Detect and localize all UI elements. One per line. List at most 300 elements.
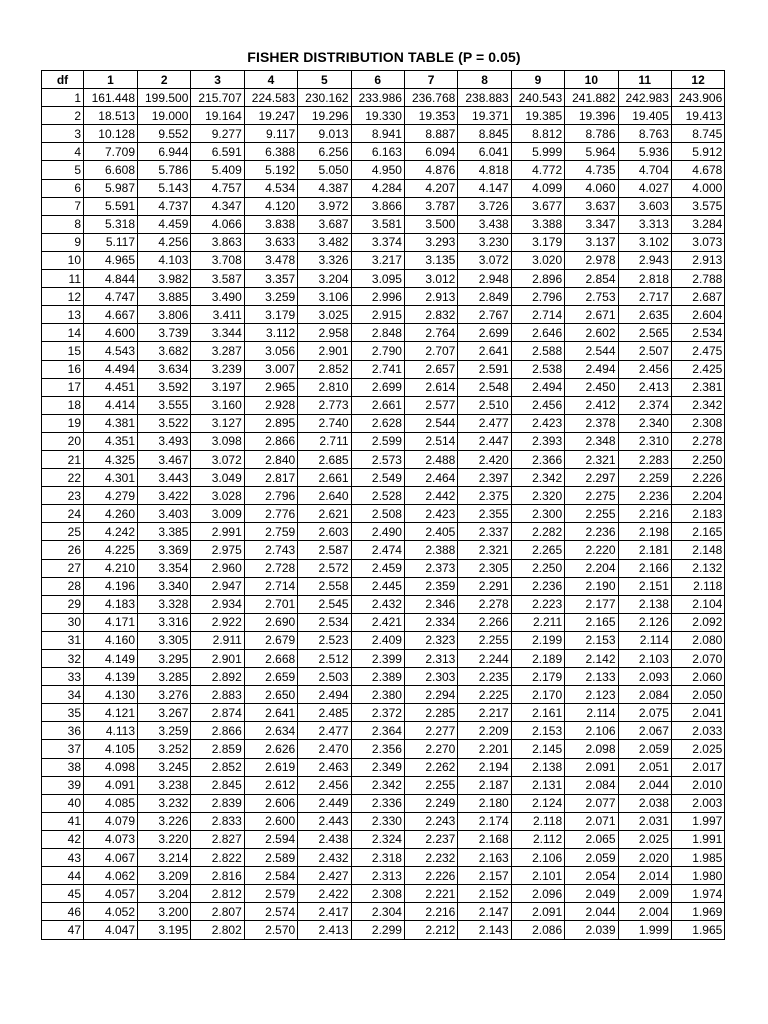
value-cell: 2.948 [458,270,511,288]
value-cell: 2.859 [191,740,244,758]
value-cell: 2.413 [618,378,671,396]
value-cell: 2.922 [191,613,244,631]
table-row [42,251,725,269]
value-cell: 2.300 [511,505,564,523]
value-cell: 2.901 [191,650,244,668]
value-cell: 3.575 [671,197,724,215]
value-cell: 2.168 [458,830,511,848]
value-cell: 2.255 [458,631,511,649]
value-cell: 2.449 [298,794,351,812]
value-cell: 2.602 [565,324,618,342]
value-cell: 4.284 [351,179,404,197]
value-cell: 3.025 [298,306,351,324]
value-cell: 4.099 [511,179,564,197]
value-cell: 4.451 [84,378,138,396]
value-cell: 2.812 [191,885,244,903]
value-cell: 3.230 [458,233,511,251]
value-cell: 4.950 [351,161,404,179]
value-cell: 2.033 [671,722,724,740]
value-cell: 2.142 [565,650,618,668]
value-cell: 2.514 [404,432,457,450]
value-cell: 1.969 [671,903,724,921]
value-cell: 2.025 [671,740,724,758]
value-cell: 2.285 [404,704,457,722]
value-cell: 2.874 [191,704,244,722]
value-cell: 2.304 [351,903,404,921]
value-cell: 2.399 [351,650,404,668]
value-cell: 3.708 [191,251,244,269]
value-cell: 2.101 [511,867,564,885]
value-cell: 3.245 [138,758,191,776]
value-cell: 4.678 [671,161,724,179]
value-cell: 4.098 [84,758,138,776]
value-cell: 3.403 [138,505,191,523]
value-cell: 2.349 [351,758,404,776]
table-row [42,794,725,812]
value-cell: 2.163 [458,849,511,867]
value-cell: 4.301 [84,469,138,487]
value-cell: 4.347 [191,197,244,215]
value-cell: 2.641 [244,704,297,722]
value-cell: 3.049 [191,469,244,487]
row-df-cell: 1 [42,89,84,107]
row-df-cell: 39 [42,776,84,794]
value-cell: 3.214 [138,849,191,867]
value-cell: 2.153 [565,631,618,649]
value-cell: 3.160 [191,396,244,414]
value-cell: 3.106 [298,288,351,306]
value-cell: 4.256 [138,233,191,251]
value-cell: 2.096 [511,885,564,903]
value-cell: 2.661 [351,396,404,414]
value-cell: 2.346 [404,595,457,613]
value-cell: 2.425 [671,360,724,378]
value-cell: 161.448 [84,89,138,107]
value-cell: 2.275 [565,487,618,505]
value-cell: 5.912 [671,143,724,161]
table-row [42,650,725,668]
header-cell-numerator-df: 12 [671,71,724,89]
row-df-cell: 13 [42,306,84,324]
row-df-cell: 47 [42,921,84,939]
value-cell: 4.160 [84,631,138,649]
value-cell: 2.701 [244,595,297,613]
value-cell: 2.204 [671,487,724,505]
row-df-cell: 2 [42,107,84,125]
value-cell: 3.374 [351,233,404,251]
header-cell-numerator-df: 8 [458,71,511,89]
value-cell: 3.438 [458,215,511,233]
value-cell: 2.092 [671,613,724,631]
header-cell-numerator-df: 1 [84,71,138,89]
row-df-cell: 10 [42,251,84,269]
value-cell: 2.470 [298,740,351,758]
value-cell: 4.067 [84,849,138,867]
value-cell: 2.010 [671,776,724,794]
value-cell: 6.041 [458,143,511,161]
value-cell: 2.640 [298,487,351,505]
value-cell: 2.337 [458,523,511,541]
value-cell: 3.217 [351,251,404,269]
value-cell: 19.000 [138,107,191,125]
value-cell: 4.120 [244,197,297,215]
value-cell: 3.220 [138,830,191,848]
value-cell: 2.817 [244,469,297,487]
value-cell: 5.591 [84,197,138,215]
value-cell: 2.707 [404,342,457,360]
table-row [42,378,725,396]
value-cell: 4.600 [84,324,138,342]
value-cell: 2.318 [351,849,404,867]
value-cell: 2.217 [458,704,511,722]
value-cell: 2.014 [618,867,671,885]
value-cell: 2.152 [458,885,511,903]
table-row [42,306,725,324]
value-cell: 2.051 [618,758,671,776]
header-cell-numerator-df: 6 [351,71,404,89]
value-cell: 2.456 [298,776,351,794]
value-cell: 2.297 [565,469,618,487]
value-cell: 2.534 [298,613,351,631]
table-row [42,595,725,613]
value-cell: 2.445 [351,577,404,595]
value-cell: 2.490 [351,523,404,541]
value-cell: 2.776 [244,505,297,523]
table-row [42,812,725,830]
table-row [42,541,725,559]
table-row [42,776,725,794]
table-row [42,414,725,432]
value-cell: 2.084 [618,686,671,704]
value-cell: 2.947 [191,577,244,595]
value-cell: 2.714 [511,306,564,324]
value-cell: 1.991 [671,830,724,848]
value-cell: 3.354 [138,559,191,577]
value-cell: 2.342 [511,469,564,487]
value-cell: 4.735 [565,161,618,179]
value-cell: 2.570 [244,921,297,939]
value-cell: 2.743 [244,541,297,559]
value-cell: 2.065 [565,830,618,848]
value-cell: 2.220 [565,541,618,559]
value-cell: 3.443 [138,469,191,487]
value-cell: 2.067 [618,722,671,740]
row-df-cell: 22 [42,469,84,487]
row-df-cell: 6 [42,179,84,197]
table-row [42,668,725,686]
value-cell: 19.296 [298,107,351,125]
value-cell: 2.896 [511,270,564,288]
value-cell: 1.974 [671,885,724,903]
row-df-cell: 46 [42,903,84,921]
value-cell: 2.223 [511,595,564,613]
value-cell: 2.189 [511,650,564,668]
value-cell: 2.423 [404,505,457,523]
header-cell-numerator-df: 10 [565,71,618,89]
value-cell: 3.726 [458,197,511,215]
value-cell: 3.284 [671,215,724,233]
value-cell: 3.972 [298,197,351,215]
table-title: FISHER DISTRIBUTION TABLE (P = 0.05) [247,49,521,65]
value-cell: 2.573 [351,450,404,468]
row-df-cell: 29 [42,595,84,613]
value-cell: 5.999 [511,143,564,161]
value-cell: 2.147 [458,903,511,921]
value-cell: 3.482 [298,233,351,251]
value-cell: 4.062 [84,867,138,885]
table-row [42,903,725,921]
value-cell: 2.049 [565,885,618,903]
value-cell: 2.004 [618,903,671,921]
value-cell: 2.456 [511,396,564,414]
value-cell: 2.599 [351,432,404,450]
value-cell: 3.787 [404,197,457,215]
value-cell: 2.123 [565,686,618,704]
value-cell: 2.485 [298,704,351,722]
row-df-cell: 32 [42,650,84,668]
value-cell: 2.313 [351,867,404,885]
value-cell: 2.131 [511,776,564,794]
value-cell: 2.443 [298,812,351,830]
value-cell: 3.009 [191,505,244,523]
table-row [42,89,725,107]
value-cell: 4.073 [84,830,138,848]
value-cell: 3.838 [244,215,297,233]
value-cell: 2.059 [565,849,618,867]
value-cell: 2.177 [565,595,618,613]
value-cell: 3.344 [191,324,244,342]
value-cell: 2.442 [404,487,457,505]
value-cell: 2.634 [244,722,297,740]
value-cell: 4.091 [84,776,138,794]
value-cell: 2.600 [244,812,297,830]
value-cell: 9.552 [138,125,191,143]
value-cell: 3.073 [671,233,724,251]
value-cell: 199.500 [138,89,191,107]
header-cell-numerator-df: 7 [404,71,457,89]
value-cell: 3.490 [191,288,244,306]
value-cell: 2.839 [191,794,244,812]
table-row [42,342,725,360]
value-cell: 2.475 [671,342,724,360]
value-cell: 2.818 [618,270,671,288]
value-cell: 2.587 [298,541,351,559]
value-cell: 18.513 [84,107,138,125]
value-cell: 3.806 [138,306,191,324]
value-cell: 6.608 [84,161,138,179]
value-cell: 4.139 [84,668,138,686]
value-cell: 3.677 [511,197,564,215]
value-cell: 2.892 [191,668,244,686]
value-cell: 3.634 [138,360,191,378]
value-cell: 3.555 [138,396,191,414]
row-df-cell: 17 [42,378,84,396]
value-cell: 3.422 [138,487,191,505]
value-cell: 3.276 [138,686,191,704]
value-cell: 2.432 [298,849,351,867]
value-cell: 3.072 [458,251,511,269]
value-cell: 2.243 [404,812,457,830]
value-cell: 4.000 [671,179,724,197]
value-cell: 3.478 [244,251,297,269]
table-row [42,631,725,649]
value-cell: 2.359 [404,577,457,595]
value-cell: 2.165 [565,613,618,631]
value-cell: 2.621 [298,505,351,523]
value-cell: 2.265 [511,541,564,559]
table-row [42,523,725,541]
value-cell: 3.028 [191,487,244,505]
table-row [42,161,725,179]
value-cell: 4.052 [84,903,138,921]
value-cell: 2.545 [298,595,351,613]
value-cell: 4.260 [84,505,138,523]
row-df-cell: 16 [42,360,84,378]
header-cell-numerator-df: 11 [618,71,671,89]
table-row [42,179,725,197]
value-cell: 2.277 [404,722,457,740]
value-cell: 3.135 [404,251,457,269]
value-cell: 4.196 [84,577,138,595]
value-cell: 2.767 [458,306,511,324]
value-cell: 2.133 [565,668,618,686]
table-row [42,270,725,288]
value-cell: 3.500 [404,215,457,233]
value-cell: 3.316 [138,613,191,631]
value-cell: 2.474 [351,541,404,559]
value-cell: 2.438 [298,830,351,848]
value-cell: 2.503 [298,668,351,686]
value-cell: 1.997 [671,812,724,830]
value-cell: 3.102 [618,233,671,251]
row-df-cell: 45 [42,885,84,903]
value-cell: 2.320 [511,487,564,505]
value-cell: 2.348 [565,432,618,450]
table-row [42,233,725,251]
value-cell: 5.964 [565,143,618,161]
value-cell: 8.745 [671,125,724,143]
row-df-cell: 14 [42,324,84,342]
value-cell: 2.577 [404,396,457,414]
value-cell: 2.417 [298,903,351,921]
value-cell: 3.293 [404,233,457,251]
value-cell: 2.928 [244,396,297,414]
value-cell: 2.244 [458,650,511,668]
row-df-cell: 8 [42,215,84,233]
table-row [42,487,725,505]
value-cell: 3.137 [565,233,618,251]
value-cell: 2.291 [458,577,511,595]
table-row [42,849,725,867]
value-cell: 4.818 [458,161,511,179]
table-row [42,867,725,885]
value-cell: 4.171 [84,613,138,631]
value-cell: 2.685 [298,450,351,468]
value-cell: 2.077 [565,794,618,812]
value-cell: 3.209 [138,867,191,885]
value-cell: 3.739 [138,324,191,342]
value-cell: 2.106 [565,722,618,740]
value-cell: 2.321 [458,541,511,559]
value-cell: 2.025 [618,830,671,848]
value-cell: 2.671 [565,306,618,324]
value-cell: 4.079 [84,812,138,830]
value-cell: 7.709 [84,143,138,161]
value-cell: 2.103 [618,650,671,668]
value-cell: 2.356 [351,740,404,758]
row-df-cell: 27 [42,559,84,577]
value-cell: 4.027 [618,179,671,197]
value-cell: 2.070 [671,650,724,668]
value-cell: 1.980 [671,867,724,885]
table-row [42,450,725,468]
value-cell: 2.080 [671,631,724,649]
value-cell: 2.250 [671,450,724,468]
value-cell: 9.013 [298,125,351,143]
value-cell: 2.226 [404,867,457,885]
row-df-cell: 38 [42,758,84,776]
value-cell: 6.944 [138,143,191,161]
value-cell: 2.810 [298,378,351,396]
value-cell: 2.432 [351,595,404,613]
value-cell: 2.397 [458,469,511,487]
table-row [42,143,725,161]
value-cell: 2.216 [404,903,457,921]
value-cell: 2.216 [618,505,671,523]
value-cell: 2.584 [244,867,297,885]
value-cell: 2.943 [618,251,671,269]
value-cell: 2.232 [404,849,457,867]
value-cell: 2.060 [671,668,724,686]
value-cell: 2.180 [458,794,511,812]
value-cell: 4.844 [84,270,138,288]
value-cell: 3.385 [138,523,191,541]
value-cell: 2.934 [191,595,244,613]
row-df-cell: 12 [42,288,84,306]
value-cell: 2.336 [351,794,404,812]
value-cell: 4.207 [404,179,457,197]
value-cell: 5.318 [84,215,138,233]
value-cell: 4.121 [84,704,138,722]
row-df-cell: 11 [42,270,84,288]
value-cell: 2.221 [404,885,457,903]
value-cell: 4.747 [84,288,138,306]
value-cell: 2.308 [351,885,404,903]
value-cell: 2.494 [298,686,351,704]
value-cell: 2.848 [351,324,404,342]
table-row [42,197,725,215]
value-cell: 2.699 [458,324,511,342]
value-cell: 2.084 [565,776,618,794]
value-cell: 2.330 [351,812,404,830]
value-cell: 4.772 [511,161,564,179]
value-cell: 2.124 [511,794,564,812]
value-cell: 2.378 [565,414,618,432]
value-cell: 3.127 [191,414,244,432]
value-cell: 2.183 [671,505,724,523]
value-cell: 2.544 [404,414,457,432]
value-cell: 2.409 [351,631,404,649]
value-cell: 2.235 [458,668,511,686]
value-cell: 2.366 [511,450,564,468]
value-cell: 236.768 [404,89,457,107]
value-cell: 2.355 [458,505,511,523]
table-row [42,722,725,740]
value-cell: 2.393 [511,432,564,450]
value-cell: 3.287 [191,342,244,360]
value-cell: 4.737 [138,197,191,215]
value-cell: 3.252 [138,740,191,758]
